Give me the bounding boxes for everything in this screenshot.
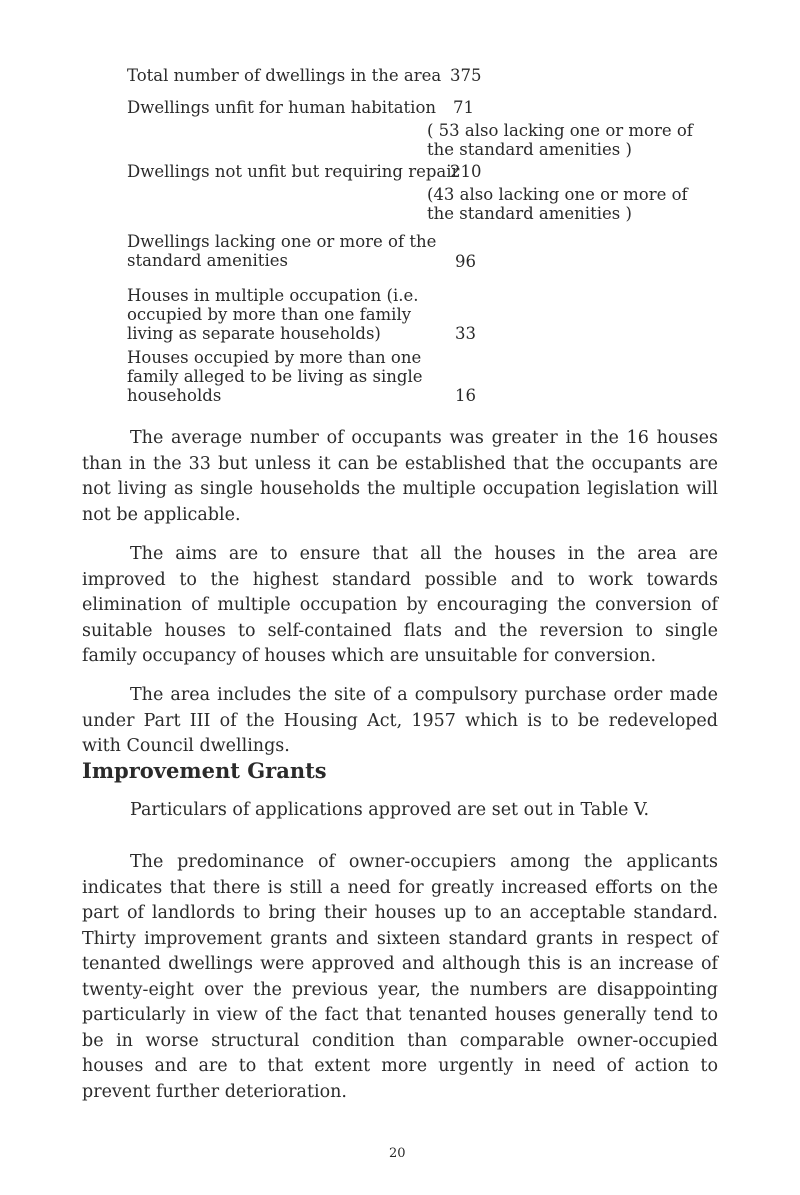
stat-repair-note: (43 also lacking one or more of the standard amenities ) — [427, 185, 688, 223]
paragraph-text: The predominance of owner-occupiers among the applicants indicates that there is still a need for greatly increased efforts on the part of landlords to bring their houses up to an acceptable standard. Thirty improvement grants and sixteen standard grants in respect of tenanted dwellings were approved and although this is an increase of twenty-eight over the previous year, the numbers are disappointing particularly in view of the fact that tenanted houses generally tend to be in worse structural condition than comparable owner-occupied houses and are to that extent more urgently in need of action to prevent further deterioration. — [82, 852, 718, 1102]
stat-repair-value: 210 — [450, 162, 482, 181]
stat-unfit-value: 71 — [453, 98, 474, 117]
stat-single-value: 16 — [455, 386, 476, 405]
stat-repair-label: Dwellings not unfit but requiring repair — [127, 162, 460, 181]
paragraph-compulsory-purchase — [82, 683, 718, 760]
paragraph-particulars — [82, 798, 718, 824]
stat-unfit-label: Dwellings unfit for human habitation — [127, 98, 437, 117]
paragraph-text: Particulars of applications approved are set out in Table V. — [130, 800, 650, 820]
stat-unfit-note: ( 53 also lacking one or more of the standard amenities ) — [427, 121, 693, 159]
stat-lacking-value: 96 — [455, 252, 476, 271]
stat-lacking-label: Dwellings lacking one or more of the standard amenities — [127, 232, 437, 270]
stat-single-label: Houses occupied by more than one family alleged to be living as single households — [127, 348, 423, 405]
paragraph-predominance — [82, 850, 718, 1105]
paragraph-text: The average number of occupants was greater in the 16 houses than in the 33 but unless it can be established that the occupants are not living as single households the multiple occupation legislation will not be applicable. — [82, 428, 718, 525]
paragraph-occupants — [82, 426, 718, 528]
stat-total-value: 375 — [450, 66, 482, 85]
stat-multiple-label: Houses in multiple occupation (i.e. occupied by more than one family living as separate households) — [127, 286, 419, 343]
page-number: 20 — [389, 1146, 406, 1161]
stat-multiple-value: 33 — [455, 324, 476, 343]
paragraph-text: The area includes the site of a compulsory purchase order made under Part III of the Housing Act, 1957 which is to be redeveloped with Council dwellings. — [82, 685, 718, 756]
section-heading: Improvement Grants — [82, 758, 327, 783]
stat-total-label: Total number of dwellings in the area — [127, 66, 442, 85]
paragraph-aims — [82, 542, 718, 670]
paragraph-text: The aims are to ensure that all the houses in the area are improved to the highest standard possible and to work towards elimination of multiple occupation by encouraging the conversion of suitable houses to self-contained flats and the reversion to single family occupancy of houses which are unsuitable for conversion. — [82, 544, 718, 666]
